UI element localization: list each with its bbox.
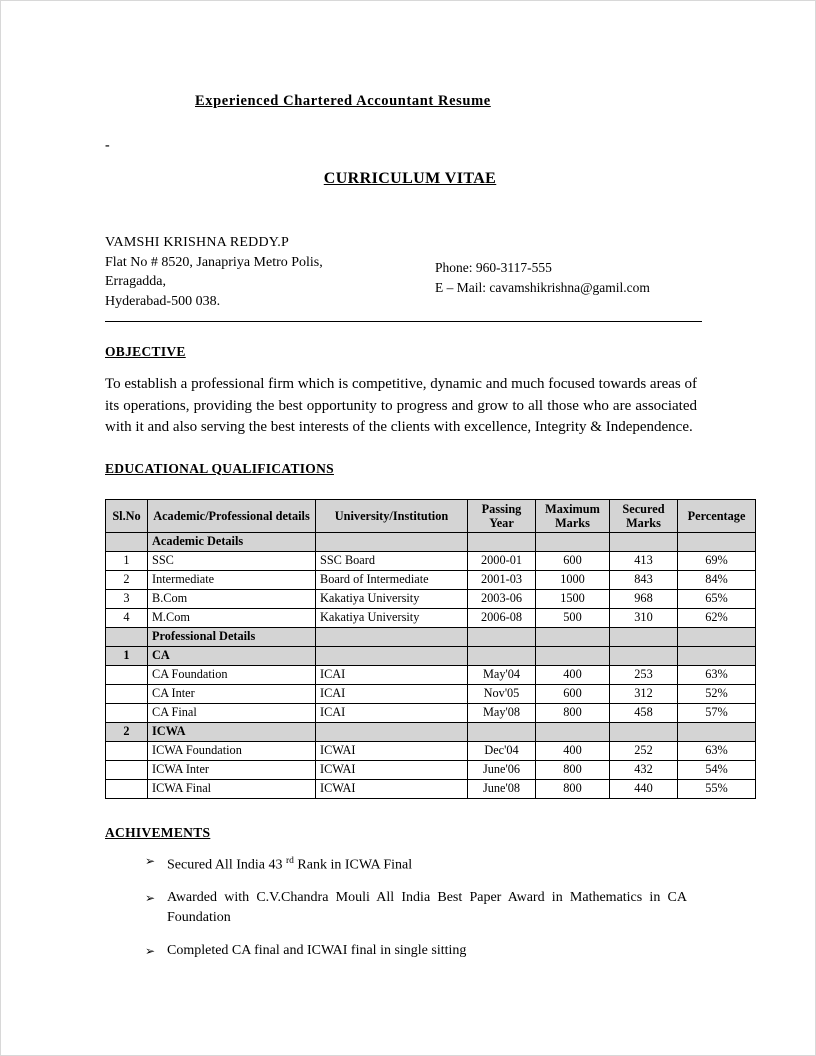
- table-cell: 2003-06: [468, 589, 536, 608]
- table-cell: [536, 722, 610, 741]
- table-cell: 400: [536, 665, 610, 684]
- table-cell: 1500: [536, 589, 610, 608]
- table-row: [106, 608, 756, 627]
- table-cell: Board of Intermediate: [316, 570, 468, 589]
- table-cell: [468, 646, 536, 665]
- table-cell: [536, 646, 610, 665]
- phone-number: Phone: 960-3117-555: [435, 260, 552, 275]
- address-line-3: Hyderabad-500 038.: [105, 293, 221, 309]
- table-cell: Kakatiya University: [316, 589, 468, 608]
- table-cell: [106, 532, 148, 551]
- table-cell: 253: [610, 665, 678, 684]
- address-line-2: Erragadda,: [105, 274, 167, 289]
- arrow-bullet-icon: ➢: [145, 853, 156, 868]
- table-cell: May'04: [468, 665, 536, 684]
- column-header-secured-marks: Secured Marks: [610, 499, 678, 532]
- table-cell: [316, 646, 468, 665]
- table-cell: 3: [106, 589, 148, 608]
- table-cell: ICWAI: [316, 741, 468, 760]
- table-cell: 500: [536, 608, 610, 627]
- table-cell: 600: [536, 684, 610, 703]
- table-cell: [610, 532, 678, 551]
- curriculum-vitae-heading: CURRICULUM VITAE: [323, 170, 497, 187]
- table-cell: Professional Details: [148, 627, 316, 646]
- table-cell: [106, 665, 148, 684]
- achievement-text: Completed CA final and ICWAI final in single sitting: [167, 943, 467, 959]
- table-cell: CA Final: [148, 703, 316, 722]
- achievements-heading: ACHIVEMENTS: [105, 824, 211, 840]
- table-cell: 1000: [536, 570, 610, 589]
- table-cell: CA: [148, 646, 316, 665]
- table-cell: CA Foundation: [148, 665, 316, 684]
- column-header-maximum-marks: Maximum Marks: [536, 499, 610, 532]
- table-cell: [610, 627, 678, 646]
- ordinal-suffix: rd: [285, 855, 294, 866]
- table-cell: 458: [610, 703, 678, 722]
- table-cell: [316, 722, 468, 741]
- table-cell: 2: [106, 570, 148, 589]
- table-group-row: [106, 532, 756, 551]
- table-cell: 413: [610, 551, 678, 570]
- table-cell: ICAI: [316, 684, 468, 703]
- table-row: [106, 684, 756, 703]
- achievement-text: Secured All India 43: [167, 857, 286, 873]
- arrow-bullet-icon: ➢: [145, 944, 156, 959]
- table-row: [106, 570, 756, 589]
- table-cell: [678, 722, 756, 741]
- table-cell: [106, 741, 148, 760]
- dash-marker: -: [105, 138, 110, 153]
- table-cell: 4: [106, 608, 148, 627]
- table-cell: Nov'05: [468, 684, 536, 703]
- table-cell: ICWA Inter: [148, 760, 316, 779]
- list-item: [145, 941, 687, 961]
- objective-text: To establish a professional firm which is competitive, dynamic and much focused towards areas of its operations, providing the best opportunity to progress and grow to all those who are associated with it and also serving the best interests of the clients with excellence, Integrity & Independence.: [105, 376, 697, 435]
- table-cell: 800: [536, 779, 610, 798]
- table-cell: 800: [536, 760, 610, 779]
- table-cell: Intermediate: [148, 570, 316, 589]
- table-cell: [678, 532, 756, 551]
- education-heading: EDUCATIONAL QUALIFICATIONS: [105, 460, 334, 476]
- table-cell: SSC: [148, 551, 316, 570]
- column-header-percentage: Percentage: [678, 499, 756, 532]
- table-cell: ICWA Foundation: [148, 741, 316, 760]
- table-cell: ICAI: [316, 665, 468, 684]
- table-cell: 843: [610, 570, 678, 589]
- table-header-row: [106, 499, 756, 532]
- table-row: [106, 551, 756, 570]
- table-cell: 69%: [678, 551, 756, 570]
- table-cell: [468, 722, 536, 741]
- table-cell: 440: [610, 779, 678, 798]
- column-header-details: Academic/Professional details: [148, 499, 316, 532]
- column-header-passing-year: Passing Year: [468, 499, 536, 532]
- table-cell: Dec'04: [468, 741, 536, 760]
- table-cell: 2000-01: [468, 551, 536, 570]
- table-cell: June'06: [468, 760, 536, 779]
- table-cell: [106, 760, 148, 779]
- table-cell: M.Com: [148, 608, 316, 627]
- table-group-row: [106, 646, 756, 665]
- table-row: [106, 760, 756, 779]
- table-cell: 84%: [678, 570, 756, 589]
- table-cell: June'08: [468, 779, 536, 798]
- table-cell: [316, 532, 468, 551]
- table-row: [106, 779, 756, 798]
- table-cell: 2001-03: [468, 570, 536, 589]
- table-cell: 63%: [678, 741, 756, 760]
- document-title: Experienced Chartered Accountant Resume: [195, 93, 491, 109]
- table-body: [106, 532, 756, 798]
- table-cell: 1: [106, 551, 148, 570]
- table-cell: 52%: [678, 684, 756, 703]
- candidate-name: VAMSHI KRISHNA REDDY.P: [105, 235, 289, 250]
- table-cell: May'08: [468, 703, 536, 722]
- table-cell: 57%: [678, 703, 756, 722]
- table-cell: 2: [106, 722, 148, 741]
- contact-block: [105, 233, 715, 311]
- table-cell: 1: [106, 646, 148, 665]
- document-content: [105, 1, 746, 974]
- table-cell: [468, 532, 536, 551]
- table-cell: Kakatiya University: [316, 608, 468, 627]
- table-cell: SSC Board: [316, 551, 468, 570]
- table-cell: 252: [610, 741, 678, 760]
- table-cell: 65%: [678, 589, 756, 608]
- table-cell: 62%: [678, 608, 756, 627]
- table-cell: 600: [536, 551, 610, 570]
- table-cell: [316, 627, 468, 646]
- table-cell: Academic Details: [148, 532, 316, 551]
- table-cell: 310: [610, 608, 678, 627]
- table-cell: ICWA: [148, 722, 316, 741]
- table-cell: CA Inter: [148, 684, 316, 703]
- table-group-row: [106, 627, 756, 646]
- contact-details: [435, 258, 650, 298]
- table-cell: 312: [610, 684, 678, 703]
- achievement-text: Awarded with C.V.Chandra Mouli All India Best Paper Award in Mathematics in CA Foundation: [167, 890, 687, 926]
- table-cell: [106, 627, 148, 646]
- table-cell: 54%: [678, 760, 756, 779]
- achievements-list: [105, 851, 715, 962]
- table-cell: [106, 703, 148, 722]
- objective-heading: OBJECTIVE: [105, 344, 186, 359]
- table-cell: ICWAI: [316, 779, 468, 798]
- table-cell: [536, 532, 610, 551]
- table-cell: [536, 627, 610, 646]
- email-address: E – Mail: cavamshikrishna@gamil.com: [435, 280, 650, 295]
- table-cell: 55%: [678, 779, 756, 798]
- table-cell: [106, 684, 148, 703]
- table-cell: B.Com: [148, 589, 316, 608]
- table-group-row: [106, 722, 756, 741]
- column-header-slno: Sl.No: [106, 499, 148, 532]
- address-line-1: Flat No # 8520, Janapriya Metro Polis,: [105, 254, 323, 270]
- list-item: [145, 851, 687, 876]
- divider: [105, 321, 702, 322]
- table-row: [106, 589, 756, 608]
- table-cell: 400: [536, 741, 610, 760]
- list-item: [145, 888, 687, 928]
- table-cell: 63%: [678, 665, 756, 684]
- table-cell: 2006-08: [468, 608, 536, 627]
- table-cell: 432: [610, 760, 678, 779]
- table-cell: ICWA Final: [148, 779, 316, 798]
- table-cell: [610, 722, 678, 741]
- table-cell: [468, 627, 536, 646]
- column-header-university: University/Institution: [316, 499, 468, 532]
- table-cell: 968: [610, 589, 678, 608]
- achievement-text-cont: Rank in ICWA Final: [293, 857, 413, 873]
- table-cell: ICAI: [316, 703, 468, 722]
- table-cell: [678, 646, 756, 665]
- table-row: [106, 741, 756, 760]
- table-cell: [106, 779, 148, 798]
- table-row: [106, 665, 756, 684]
- table-row: [106, 703, 756, 722]
- table-cell: 800: [536, 703, 610, 722]
- table-cell: [610, 646, 678, 665]
- education-table: [105, 499, 756, 799]
- table-cell: ICWAI: [316, 760, 468, 779]
- table-cell: [678, 627, 756, 646]
- arrow-bullet-icon: ➢: [145, 891, 156, 906]
